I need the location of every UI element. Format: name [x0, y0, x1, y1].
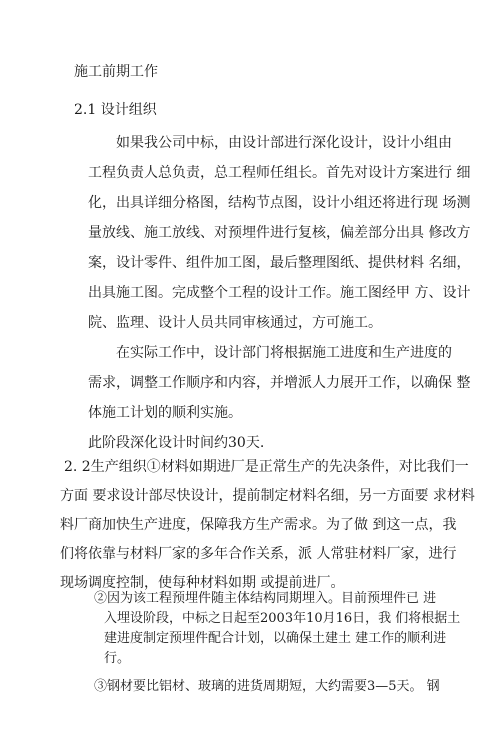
paragraph-line: 料厂商加快生产进度，保障我方生产需求。为了做 到这一点，我 [60, 517, 457, 533]
paragraph-line: 案，设计零件、组件加工图，最后整理图纸、提供材料 名细， [88, 255, 471, 271]
paragraph-line: 方面 要求设计部尽快设计，提前制定材料名细，另一方面要 求材料 [60, 488, 475, 504]
section-2-2-item-3: ③钢材要比铝材、玻璃的进货周期短，大约需要3—5天。 钢 [94, 679, 440, 694]
paragraph-line: 工程负责人总负责，总工程师任组长。首先对设计方案进行 细 [88, 165, 471, 181]
paragraph-line: 化，出具详细分格图，结构节点图，设计小组还将进行现 场测 [88, 195, 471, 211]
section-2-1-paragraph-3: 此阶段深化设计时间约30天. [88, 435, 265, 451]
paragraph-line: ②因为该工程预埋件随主体结构同期埋入。目前预埋件已 进 [94, 591, 437, 606]
paragraph-line: 体施工计划的顺利实施。 [88, 405, 242, 421]
paragraph-line: 现场调度控制，使每种材料如期 或提前进厂。 [60, 575, 345, 591]
paragraph-line: 在实际工作中，设计部门将根据施工进度和生产进度的 [116, 345, 452, 361]
paragraph-line: 出具施工图。完成整个工程的设计工作。施工图经甲 方、设计 [88, 285, 471, 301]
paragraph-line: 量放线、施工放线、对预埋件进行复核，偏差部分出具 修改方 [88, 225, 471, 241]
page-title: 施工前期工作 [74, 64, 158, 80]
paragraph-line: 如果我公司中标，由设计部进行深化设计，设计小组由 [116, 135, 452, 151]
section-2-1-title: 2.1 设计组织 [74, 102, 157, 118]
paragraph-line: 院、监理、设计人员共同审核通过，方可施工。 [88, 315, 382, 331]
paragraph-line: 们将依靠与材料厂家的多年合作关系，派 人常驻材料厂家，进行 [60, 546, 457, 562]
paragraph-line: 2. 2生产组织①材料如期进厂是正常生产的先决条件，对比我们一 [64, 459, 469, 475]
paragraph-line: 需求，调整工作顺序和内容，并增派人力展开工作，以确保 整 [88, 375, 471, 391]
paragraph-line: 行。 [104, 651, 131, 666]
paragraph-line: 建进度制定预埋件配合计划，以确保土建土 建工作的顺利进 [104, 631, 447, 646]
paragraph-line: 入埋设阶段，中标之日起至2003年10月16日，我 们将根据土 [104, 611, 461, 626]
